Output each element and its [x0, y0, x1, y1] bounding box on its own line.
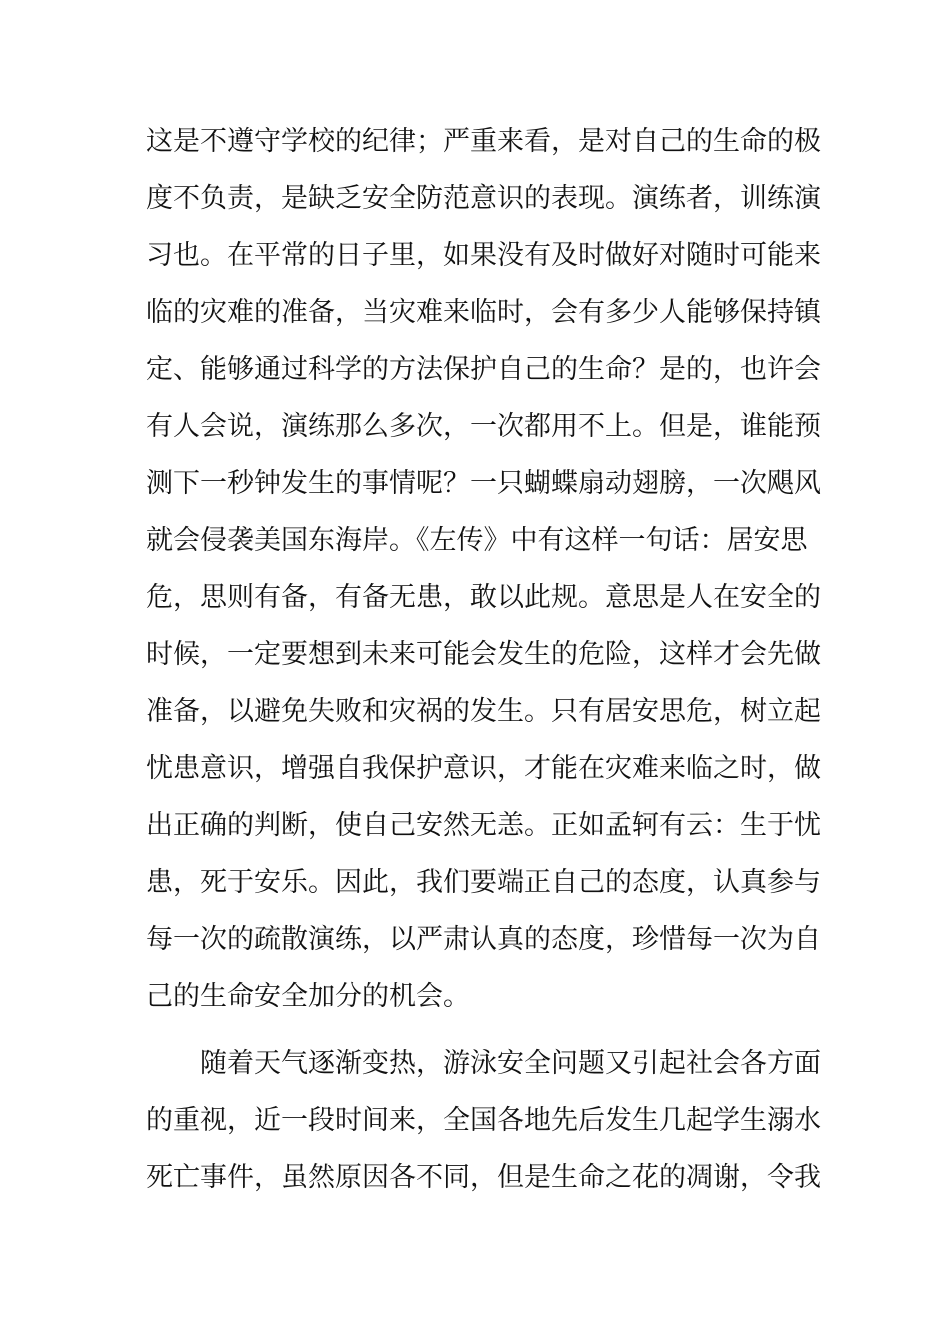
text-line: 的重视，近一段时间来，全国各地先后发生几起学生溺水 — [146, 1105, 821, 1136]
text-line: 患，死于安乐。因此，我们要端正自己的态度，认真参与 — [146, 867, 821, 898]
text-line: 准备，以避免失败和灾祸的发生。只有居安思危，树立起 — [146, 696, 821, 727]
text-line: 定、能够通过科学的方法保护自己的生命？是的，也许会 — [146, 354, 821, 385]
text-line: 危，思则有备，有备无患，敢以此规。意思是人在安全的 — [146, 582, 821, 613]
text-line: 测下一秒钟发生的事情呢？一只蝴蝶扇动翅膀，一次飓风 — [146, 468, 821, 499]
text-line: 度不负责，是缺乏安全防范意识的表现。演练者，训练演 — [146, 183, 821, 214]
text-line: 这是不遵守学校的纪律；严重来看，是对自己的生命的极 — [146, 126, 821, 157]
text-line: 死亡事件，虽然原因各不同，但是生命之花的凋谢，令我 — [146, 1162, 821, 1193]
text-line: 临的灾难的准备，当灾难来临时，会有多少人能够保持镇 — [146, 297, 821, 328]
text-line: 忧患意识，增强自我保护意识，才能在灾难来临之时，做 — [146, 753, 821, 784]
text-line: 习也。在平常的日子里，如果没有及时做好对随时可能来 — [146, 240, 821, 271]
text-line: 每一次的疏散演练，以严肃认真的态度，珍惜每一次为自 — [146, 924, 821, 955]
text-line: 时候，一定要想到未来可能会发生的危险，这样才会先做 — [146, 639, 821, 670]
text-line: 己的生命安全加分的机会。 — [146, 981, 470, 1012]
text-line: 就会侵袭美国东海岸。《左传》中有这样一句话：居安思 — [146, 525, 808, 556]
text-line: 出正确的判断，使自己安然无恙。正如孟轲有云：生于忧 — [146, 810, 821, 841]
text-line: 随着天气逐渐变热，游泳安全问题又引起社会各方面 — [200, 1048, 821, 1079]
text-line: 有人会说，演练那么多次，一次都用不上。但是，谁能预 — [146, 411, 821, 442]
